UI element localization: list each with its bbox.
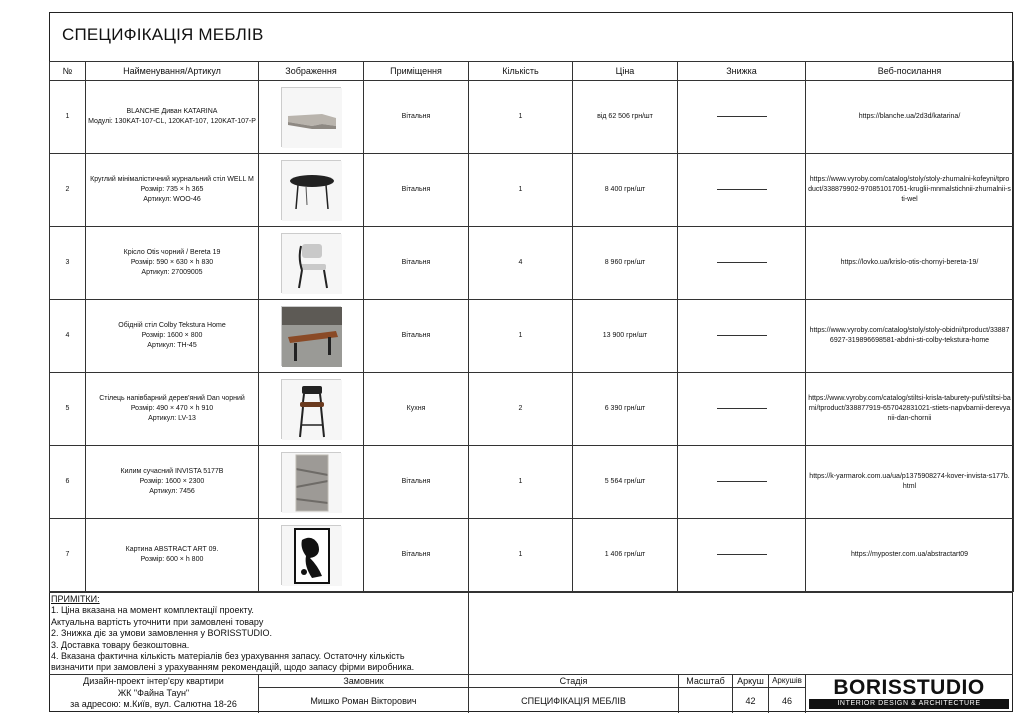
sheet-value: 42 [745, 696, 756, 706]
project-line: за адресою: м.Київ, вул. Салютна 18-26 [70, 699, 237, 709]
spec-table [49, 61, 1014, 592]
notes-block [51, 594, 471, 674]
bar-stool-image [281, 379, 341, 439]
item-price: 6 390 грн/шт [573, 373, 678, 446]
item-discount [678, 300, 806, 373]
sheet-cell [733, 675, 769, 713]
notes-header: ПРИМІТКИ: [51, 594, 100, 604]
item-room: Вітальня [364, 300, 469, 373]
item-image-cell [259, 373, 364, 446]
sofa-image [281, 87, 341, 147]
col-header-image: Зображення [259, 62, 364, 81]
rug-image [281, 452, 341, 512]
stage-cell [469, 675, 679, 713]
item-quantity: 1 [469, 300, 573, 373]
item-price: від 62 506 грн/шт [573, 81, 678, 154]
logo-subtitle: INTERIOR DESIGN & ARCHITECTURE [809, 699, 1009, 709]
col-header-room: Приміщення [364, 62, 469, 81]
sheets-value: 46 [781, 696, 792, 706]
notes-divider [49, 592, 1013, 593]
col-header-discount: Знижка [678, 62, 806, 81]
item-room: Вітальня [364, 446, 469, 519]
item-name-line: Розмір: 600 × h 800 [140, 556, 204, 563]
item-name [86, 446, 259, 519]
item-price: 8 400 грн/шт [573, 154, 678, 227]
item-image-cell [259, 446, 364, 519]
item-room: Вітальня [364, 227, 469, 300]
scale-value [679, 688, 732, 714]
item-name-line: Картина ABSTRACT ART 09. [125, 546, 219, 553]
item-web-link[interactable]: https://www.vyroby.com/catalog/stoly/stoly-zhurnalni-kofeyni/tproduct/338879902-970851017051-kruglii-mnmalstichnii-zhurnalnii-sti-wel [806, 154, 1014, 227]
discount-empty-line [717, 116, 767, 117]
item-name-line: Артикул: 27009005 [141, 269, 203, 276]
item-discount [678, 446, 806, 519]
scale-cell [679, 675, 733, 713]
row-number: 1 [50, 81, 86, 154]
item-room: Вітальня [364, 519, 469, 592]
col-header-link: Веб-посилання [806, 62, 1014, 81]
item-quantity: 4 [469, 227, 573, 300]
table-header-row [50, 62, 1014, 81]
row-number: 7 [50, 519, 86, 592]
sheets-label: Аркушів [769, 675, 805, 688]
note-line: визначити при замовлені з урахуванням рекомендацій, щодо запасу фірми виробника. [51, 662, 415, 673]
note-line: 2. Знижка діє за умови замовлення у BORISSTUDIO. [51, 628, 272, 639]
dining-table-image [281, 306, 341, 366]
item-web-link[interactable]: https://k-yarmarok.com.ua/ua/p1375908274-kover-invista-s177b.html [806, 446, 1014, 519]
note-line: 3. Доставка товару безкоштовна. [51, 639, 190, 650]
table-row [50, 81, 1014, 154]
item-name [86, 81, 259, 154]
item-quantity: 1 [469, 519, 573, 592]
item-discount [678, 519, 806, 592]
item-price: 8 960 грн/шт [573, 227, 678, 300]
item-name-line: Розмір: 1600 × 800 [141, 332, 203, 339]
coffee-table-image [281, 160, 341, 220]
item-web-link[interactable]: https://blanche.ua/2d3d/katarina/ [806, 81, 1014, 154]
note-line: Актуальна вартість уточнити при замовлені товару [51, 616, 264, 627]
item-name [86, 227, 259, 300]
item-web-link[interactable]: https://lovko.ua/krislo-otis-chornyi-bereta-19/ [806, 227, 1014, 300]
item-quantity: 2 [469, 373, 573, 446]
project-info [49, 675, 259, 713]
item-image-cell [259, 300, 364, 373]
table-row [50, 446, 1014, 519]
item-name-line: Розмір: 490 × 470 × h 910 [130, 405, 214, 412]
company-logo [807, 676, 1011, 710]
item-discount [678, 154, 806, 227]
discount-empty-line [717, 408, 767, 409]
item-name-line: Артикул: TH-45 [147, 342, 197, 349]
scale-label: Масштаб [679, 675, 732, 688]
page-title: СПЕЦИФІКАЦІЯ МЕБЛІВ [62, 25, 264, 44]
item-discount [678, 81, 806, 154]
item-price: 1 406 грн/шт [573, 519, 678, 592]
customer-value: Мишко Роман Вікторович [310, 696, 417, 706]
col-header-qty: Кількість [469, 62, 573, 81]
item-name-line: Розмір: 1600 × 2300 [139, 478, 205, 485]
item-name-line: Артикул: LV-13 [148, 415, 196, 422]
customer-cell [259, 675, 469, 713]
item-name-line: Артикул: WOO-46 [143, 196, 201, 203]
item-discount [678, 373, 806, 446]
discount-empty-line [717, 335, 767, 336]
item-name [86, 154, 259, 227]
item-quantity: 1 [469, 81, 573, 154]
item-name-line: Розмір: 735 × h 365 [140, 186, 204, 193]
col-header-num: № [50, 62, 86, 81]
item-image-cell [259, 519, 364, 592]
item-room: Вітальня [364, 154, 469, 227]
item-name-line: Артикул: 7456 [149, 488, 195, 495]
logo-main-text: BORISSTUDIO [833, 676, 985, 699]
item-web-link[interactable]: https://www.vyroby.com/catalog/stoly/stoly-obidni/tproduct/338876927-319896698581-abdni-sti-colby-tekstura-home [806, 300, 1014, 373]
painting-image [281, 525, 341, 585]
note-line: 4. Вказана фактична кількість матеріалів без урахування запасу. Остаточну кількість [51, 651, 405, 662]
chair-image [281, 233, 341, 293]
row-number: 6 [50, 446, 86, 519]
item-name-line: Обідній стіл Colby Tekstura Home [118, 322, 226, 329]
item-quantity: 1 [469, 446, 573, 519]
item-room: Вітальня [364, 81, 469, 154]
project-line: ЖК "Файна Таун" [117, 687, 190, 698]
stage-value: СПЕЦИФІКАЦІЯ МЕБЛІВ [521, 696, 626, 706]
item-name-line: Стілець напівбарний дерев'яний Dan чорний [99, 395, 245, 402]
item-name-line: BLANCHE Диван KATARINA [126, 108, 218, 115]
stage-label: Стадія [469, 675, 678, 688]
item-name-line: Круглий мінімалістичний журнальний стіл WELL M [90, 176, 254, 183]
discount-empty-line [717, 481, 767, 482]
item-name [86, 300, 259, 373]
item-price: 13 900 грн/шт [573, 300, 678, 373]
table-row [50, 519, 1014, 592]
item-name [86, 519, 259, 592]
discount-empty-line [717, 262, 767, 263]
item-name-line: Крісло Otis чорний / Bereta 19 [123, 249, 221, 256]
item-name-line: Розмір: 590 × 630 × h 830 [130, 259, 214, 266]
discount-empty-line [717, 189, 767, 190]
sheet-label: Аркуш [733, 675, 768, 688]
col-header-price: Ціна [573, 62, 678, 81]
table-row [50, 373, 1014, 446]
table-row [50, 227, 1014, 300]
item-image-cell [259, 154, 364, 227]
col-header-name: Найменування/Артикул [86, 62, 259, 81]
row-number: 3 [50, 227, 86, 300]
item-room: Кухня [364, 373, 469, 446]
item-price: 5 564 грн/шт [573, 446, 678, 519]
item-name-line: Килим сучасний INVISTA 5177B [120, 468, 224, 475]
item-name-line: Модулі: 130KAT-107-CL, 120KAT-107, 120KAT-107-P [88, 118, 256, 125]
discount-empty-line [717, 554, 767, 555]
customer-label: Замовник [259, 675, 468, 688]
row-number: 4 [50, 300, 86, 373]
project-line: Дизайн-проект інтер'єру квартири [83, 676, 224, 686]
table-row [50, 154, 1014, 227]
item-quantity: 1 [469, 154, 573, 227]
row-number: 5 [50, 373, 86, 446]
note-line: 1. Ціна вказана на момент комплектації проекту. [51, 605, 254, 616]
sheets-cell [769, 675, 806, 713]
item-image-cell [259, 227, 364, 300]
table-row [50, 300, 1014, 373]
item-image-cell [259, 81, 364, 154]
item-web-link[interactable]: https://myposter.com.ua/abstractart09 [806, 519, 1014, 592]
row-number: 2 [50, 154, 86, 227]
item-discount [678, 227, 806, 300]
item-web-link[interactable]: https://www.vyroby.com/catalog/stiltsi-krisla-taburety-pufi/stiltsi-barni/tproduct/338877919-657042831021-stiets-napvbarnii-derevyanii-dan-chornii [806, 373, 1014, 446]
item-name [86, 373, 259, 446]
